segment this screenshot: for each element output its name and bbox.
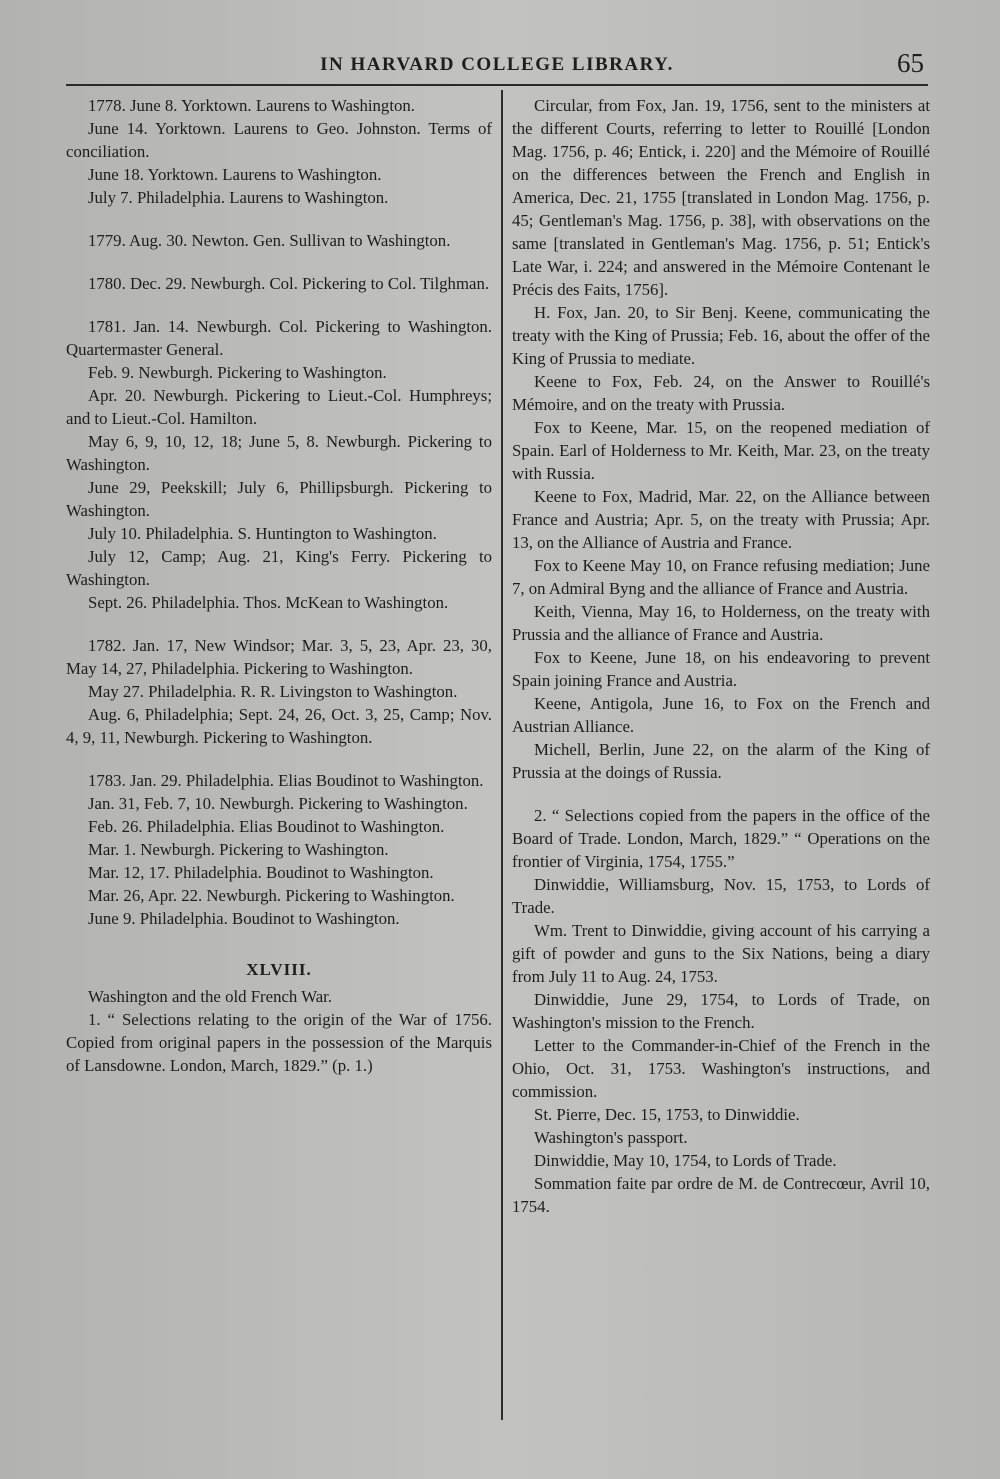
entry-paragraph: June 29, Peekskill; July 6, Phillipsburgh. Pickering to Washington. [66,478,492,520]
entry-paragraph: July 12, Camp; Aug. 21, King's Ferry. Pickering to Washington. [66,547,492,589]
column-divider [501,90,503,1420]
entry-paragraph: Fox to Keene May 10, on France refusing mediation; June 7, on Admiral Byng and the alliance of France and Austria. [512,556,930,598]
entry-paragraph: Letter to the Commander-in-Chief of the French in the Ohio, Oct. 31, 1753. Washington's instructions, and commission. [512,1036,930,1101]
entry-paragraph: July 7. Philadelphia. Laurens to Washington. [88,188,389,207]
section-title: Washington and the old French War. [88,987,332,1006]
entry-paragraph: Keith, Vienna, May 16, to Holderness, on the treaty with Prussia and the alliance of France and Austria. [512,602,930,644]
entry-paragraph: Mar. 12, 17. Philadelphia. Boudinot to Washington. [88,863,434,882]
left-entries [66,94,492,930]
entry-paragraph: Feb. 9. Newburgh. Pickering to Washington. [88,363,387,382]
entry-paragraph: Mar. 26, Apr. 22. Newburgh. Pickering to Washington. [88,886,455,905]
entry-paragraph: 1780. Dec. 29. Newburgh. Col. Pickering to Col. Tilghman. [88,274,490,293]
page-number: 65 [897,48,924,78]
entry-paragraph: Aug. 6, Philadelphia; Sept. 24, 26, Oct. 3, 25, Camp; Nov. 4, 9, 11, Newburgh. Pickering to Washington. [66,705,492,747]
entry-paragraph: May 6, 9, 10, 12, 18; June 5, 8. Newburgh. Pickering to Washington. [66,432,492,474]
entry-paragraph: St. Pierre, Dec. 15, 1753, to Dinwiddie. [534,1105,800,1124]
entry-paragraph: Dinwiddie, May 10, 1754, to Lords of Trade. [534,1151,837,1170]
section-heading: XLVIII. [246,960,312,979]
entry-paragraph: 1779. Aug. 30. Newton. Gen. Sullivan to Washington. [88,231,451,250]
entry-paragraph: Apr. 20. Newburgh. Pickering to Lieut.-Col. Humphreys; and to Lieut.-Col. Hamilton. [66,386,492,428]
entry-paragraph: Dinwiddie, June 29, 1754, to Lords of Trade, on Washington's mission to the French. [512,990,930,1032]
right-column [512,94,930,1218]
page-header [66,50,928,86]
entry-paragraph: 1783. Jan. 29. Philadelphia. Elias Boudinot to Washington. [88,771,484,790]
section-item: 1. “ Selections relating to the origin of the War of 1756. Copied from original papers in the possession of the Marquis of Lansdowne. London, March, 1829.” (p. 1.) [66,1010,492,1075]
entry-paragraph: Mar. 1. Newburgh. Pickering to Washington. [88,840,389,859]
entry-paragraph: Keene to Fox, Madrid, Mar. 22, on the Alliance between France and Austria; Apr. 5, on the treaty with Prussia; Apr. 13, on the Alliance of Austria and France. [512,487,930,552]
entry-paragraph: Keene, Antigola, June 16, to Fox on the French and Austrian Alliance. [512,694,930,736]
entry-paragraph: July 10. Philadelphia. S. Huntington to Washington. [88,524,437,543]
entry-paragraph: Wm. Trent to Dinwiddie, giving account of his carrying a gift of powder and guns to the Six Nations, being a diary from July 11 to Aug. 24, 1753. [512,921,930,986]
running-head: IN HARVARD COLLEGE LIBRARY. [320,54,674,75]
entry-paragraph: Fox to Keene, June 18, on his endeavoring to prevent Spain joining France and Austria. [512,648,930,690]
entry-paragraph: Circular, from Fox, Jan. 19, 1756, sent to the ministers at the different Courts, referring to letter to Rouillé [London Mag. 1756, p. 46; Entick, i. 220] and the Mémoire of Rouillé on the differences between the French and English in America, Dec. 21, 1755 [translated in London Mag. 1756, p. 45; Gentleman's Mag. 1756, p. 38], with observations on the same [translated in Gentleman's Mag. 1756, p. 51; Entick's Late War, i. 224; and answered in the Mémoire Contenant le Précis des Faits, 1756]. [512,96,930,299]
entry-paragraph: Dinwiddie, Williamsburg, Nov. 15, 1753, to Lords of Trade. [512,875,930,917]
entry-paragraph: Sept. 26. Philadelphia. Thos. McKean to Washington. [88,593,449,612]
entry-paragraph: Fox to Keene, Mar. 15, on the reopened mediation of Spain. Earl of Holderness to Mr. Keith, Mar. 23, on the treaty with Russia. [512,418,930,483]
left-column [66,94,492,1077]
entry-paragraph: May 27. Philadelphia. R. R. Livingston to Washington. [88,682,458,701]
entry-paragraph: Sommation faite par ordre de M. de Contrecœur, Avril 10, 1754. [512,1174,930,1216]
entry-paragraph: Jan. 31, Feb. 7, 10. Newburgh. Pickering to Washington. [88,794,468,813]
entry-paragraph: 1782. Jan. 17, New Windsor; Mar. 3, 5, 23, Apr. 23, 30, May 14, 27, Philadelphia. Pickering to Washington. [66,636,492,678]
entry-paragraph: 1778. June 8. Yorktown. Laurens to Washington. [88,96,415,115]
entry-paragraph: 1781. Jan. 14. Newburgh. Col. Pickering to Washington. Quartermaster General. [66,317,492,359]
entry-paragraph: June 18. Yorktown. Laurens to Washington. [88,165,382,184]
right-entries [512,94,930,1218]
entry-paragraph: Feb. 26. Philadelphia. Elias Boudinot to Washington. [88,817,445,836]
entry-paragraph: June 9. Philadelphia. Boudinot to Washington. [88,909,400,928]
entry-paragraph: Michell, Berlin, June 22, on the alarm of the King of Prussia at the doings of Russia. [512,740,930,782]
entry-paragraph: June 14. Yorktown. Laurens to Geo. Johnston. Terms of conciliation. [66,119,492,161]
entry-paragraph: H. Fox, Jan. 20, to Sir Benj. Keene, communicating the treaty with the King of Prussia; Feb. 16, about the offer of the King of Prussia to mediate. [512,303,930,368]
entry-paragraph: Keene to Fox, Feb. 24, on the Answer to Rouillé's Mémoire, and on the treaty with Prussia. [512,372,930,414]
entry-paragraph: Washington's passport. [534,1128,688,1147]
entry-paragraph: 2. “ Selections copied from the papers in the office of the Board of Trade. London, March, 1829.” “ Operations on the frontier of Virginia, 1754, 1755.” [512,806,930,871]
